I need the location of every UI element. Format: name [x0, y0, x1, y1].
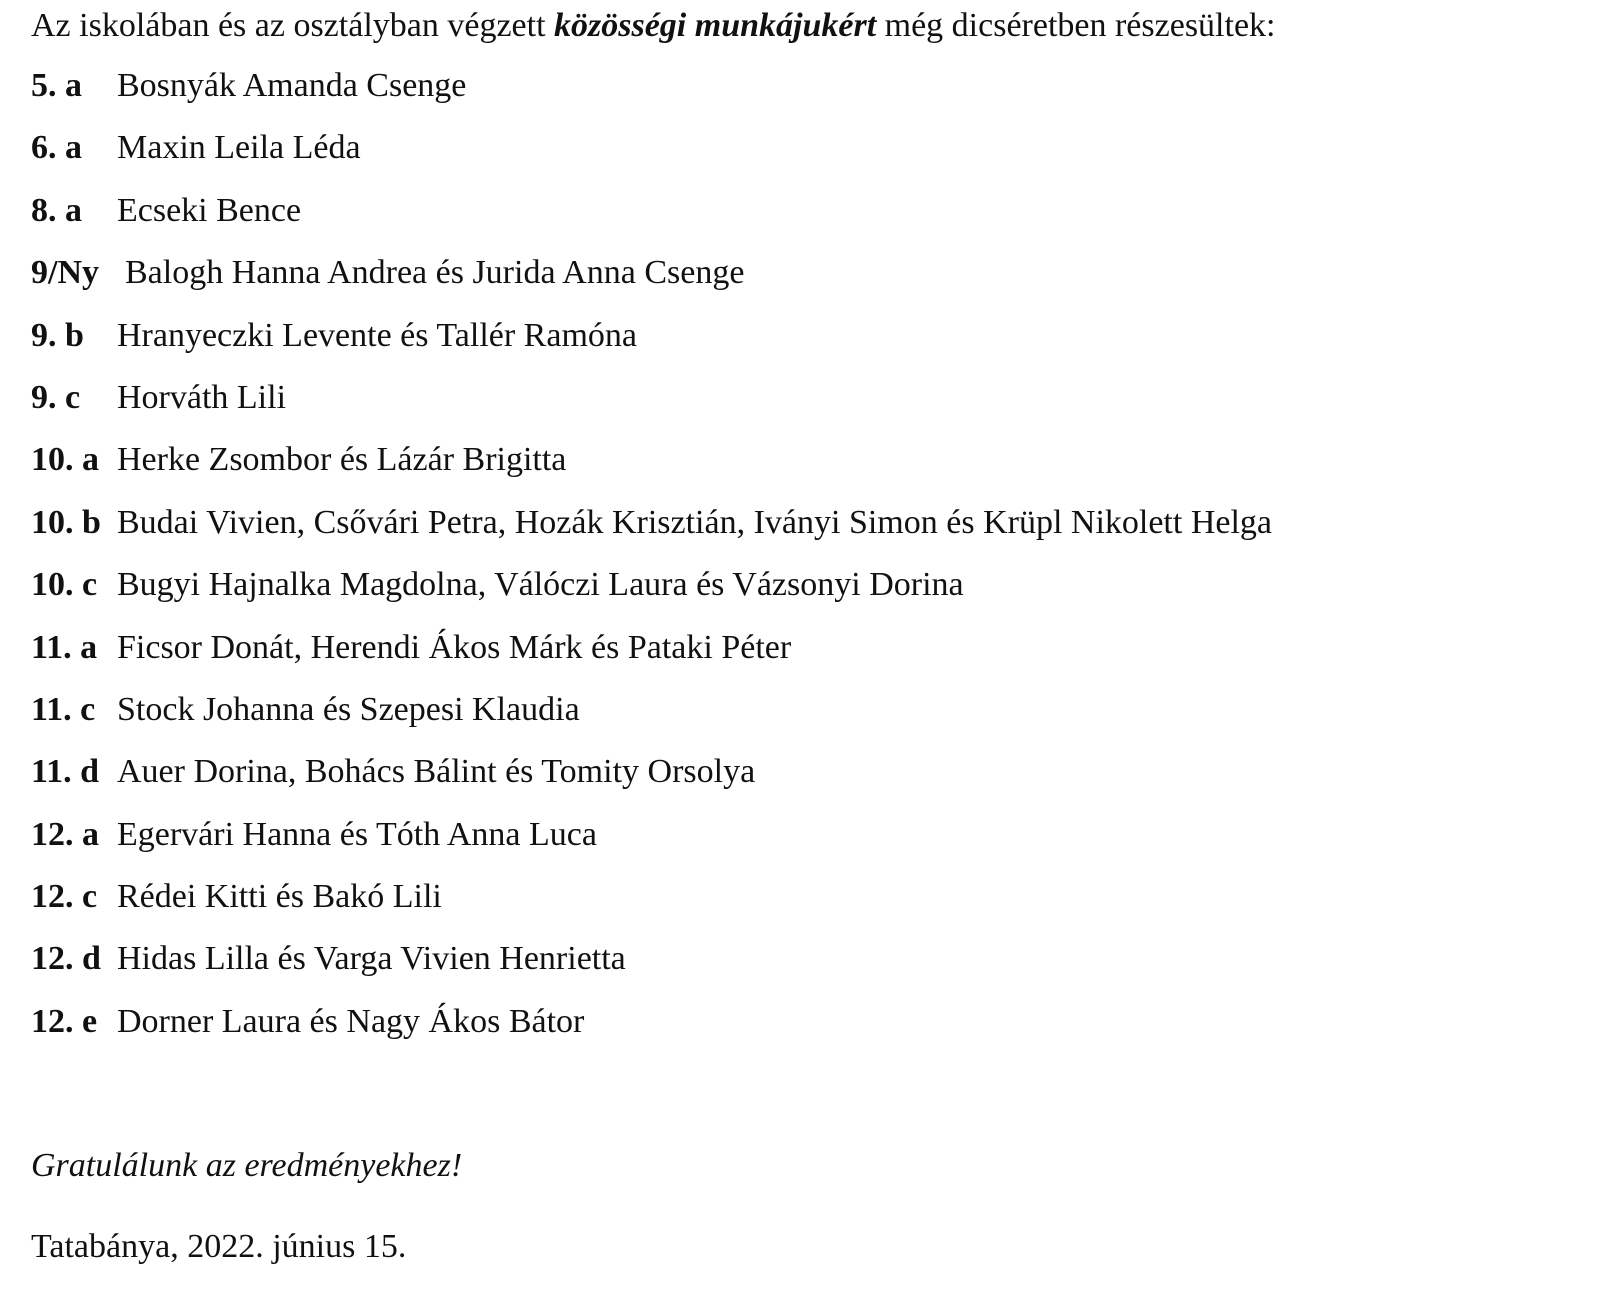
student-names: Hranyeczki Levente és Tallér Ramóna	[117, 316, 637, 354]
award-row	[31, 690, 1272, 752]
intro-text-before: Az iskolában és az osztályban végzett	[31, 7, 555, 44]
award-row	[31, 128, 1272, 190]
intro-emphasis: közösségi munkájukért	[554, 7, 877, 44]
class-label: 9. b	[31, 316, 84, 354]
student-names: Ficsor Donát, Herendi Ákos Márk és Pataki Péter	[117, 628, 792, 666]
award-row	[31, 253, 1272, 315]
class-label: 10. a	[31, 441, 99, 479]
award-row	[31, 316, 1272, 378]
student-names: Budai Vivien, Csővári Petra, Hozák Krisztián, Iványi Simon és Krüpl Nikolett Helga	[117, 503, 1273, 541]
award-row	[31, 565, 1272, 627]
student-names: Rédei Kitti és Bakó Lili	[117, 878, 442, 916]
student-names: Hidas Lilla és Varga Vivien Henrietta	[117, 940, 626, 978]
student-names: Bugyi Hajnalka Magdolna, Válóczi Laura és Vázsonyi Dorina	[117, 566, 964, 604]
student-names: Stock Johanna és Szepesi Klaudia	[117, 690, 580, 728]
class-label: 10. c	[31, 566, 98, 604]
class-label: 11. c	[31, 690, 96, 728]
student-names: Bosnyák Amanda Csenge	[117, 67, 467, 104]
award-row	[31, 191, 1272, 253]
student-names: Herke Zsombor és Lázár Brigitta	[117, 441, 567, 479]
class-label: 10. b	[31, 503, 101, 541]
class-label: 12. d	[31, 940, 101, 978]
award-row	[31, 939, 1272, 1001]
class-label: 8. a	[31, 191, 82, 229]
class-label: 9/Ny	[31, 254, 99, 292]
student-names: Maxin Leila Léda	[117, 129, 361, 167]
award-row	[31, 628, 1272, 690]
award-row	[31, 440, 1272, 502]
class-label: 9. c	[31, 378, 81, 416]
class-label: 6. a	[31, 129, 82, 167]
student-names: Ecseki Bence	[117, 191, 302, 229]
class-label: 11. d	[31, 753, 100, 791]
student-names: Auer Dorina, Bohács Bálint és Tomity Orsolya	[117, 753, 756, 791]
award-row	[31, 66, 1272, 128]
class-label: 5. a	[31, 67, 82, 104]
student-names: Balogh Hanna Andrea és Jurida Anna Csenge	[125, 254, 745, 292]
intro-text-after: még dicséretben részesültek:	[876, 7, 1276, 44]
award-row	[31, 503, 1272, 565]
award-row	[31, 752, 1272, 814]
student-names: Horváth Lili	[117, 378, 287, 416]
place-and-date: Tatabánya, 2022. június 15.	[31, 1228, 407, 1265]
student-names: Egervári Hanna és Tóth Anna Luca	[117, 815, 597, 853]
student-names: Dorner Laura és Nagy Ákos Bátor	[117, 1002, 585, 1040]
award-row	[31, 378, 1272, 440]
award-list	[31, 66, 1272, 1064]
congratulations-line: Gratulálunk az eredményekhez!	[31, 1147, 463, 1184]
class-label: 12. e	[31, 1002, 98, 1040]
intro-sentence	[31, 6, 1275, 46]
award-row	[31, 815, 1272, 877]
class-label: 11. a	[31, 628, 98, 666]
award-row	[31, 1002, 1272, 1064]
award-row	[31, 877, 1272, 939]
class-label: 12. a	[31, 815, 99, 853]
class-label: 12. c	[31, 878, 98, 916]
